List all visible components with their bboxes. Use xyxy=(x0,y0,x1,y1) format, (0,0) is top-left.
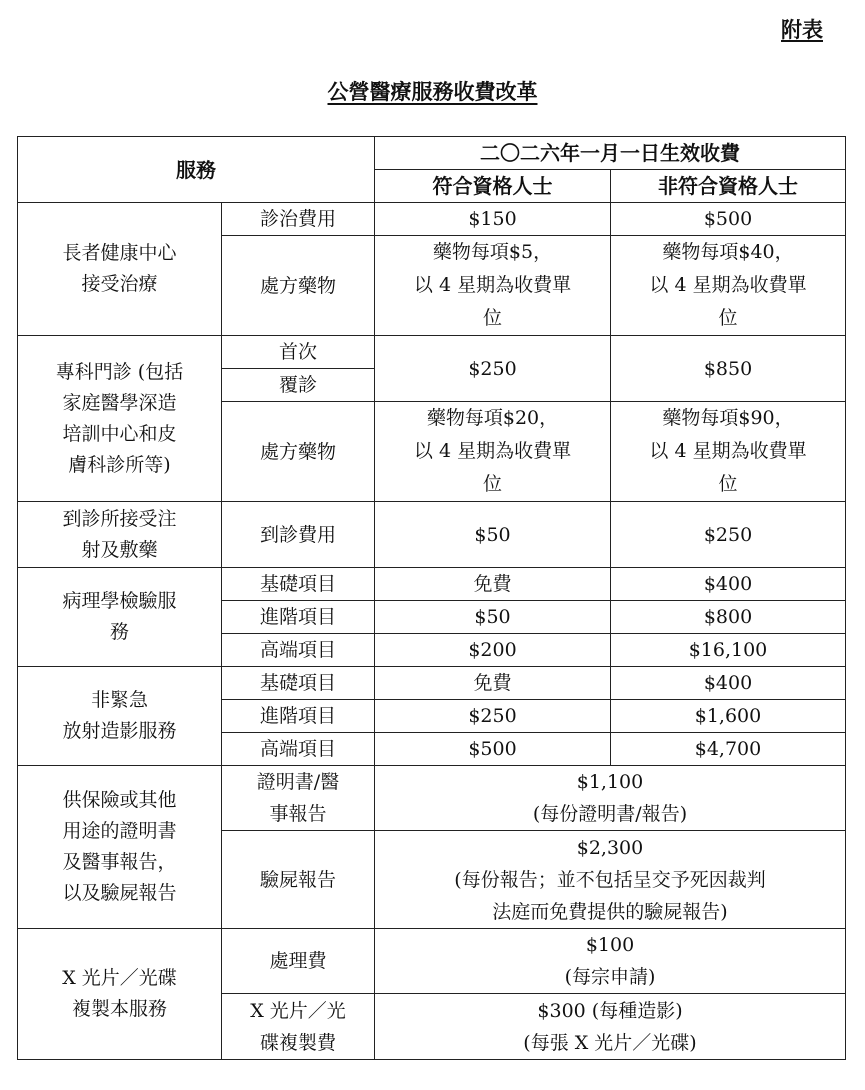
fee-eligible: $150 xyxy=(375,203,611,236)
service-injection-dressing: 到診所接受注 射及敷藥 xyxy=(18,502,222,568)
fee-eligible: 免費 xyxy=(375,667,611,700)
item-first-attendance: 首次 xyxy=(222,336,375,369)
fee-eligible: $50 xyxy=(375,502,611,568)
service-specialist-outpatient: 專科門診 (包括 家庭醫學深造 培訓中心和皮 膚科診所等) xyxy=(18,336,222,502)
item-basic: 基礎項目 xyxy=(222,568,375,601)
fee-all: $100 (每宗申請) xyxy=(375,929,846,994)
item-basic: 基礎項目 xyxy=(222,667,375,700)
fee-eligible: $50 xyxy=(375,601,611,634)
fee-all: $300 (每種造影) (每張 X 光片／光碟) xyxy=(375,994,846,1060)
item-advanced: 進階項目 xyxy=(222,601,375,634)
fee-non-eligible: $1,600 xyxy=(611,700,846,733)
service-xray-copy: X 光片／光碟 複製本服務 xyxy=(18,929,222,1060)
item-handling-fee: 處理費 xyxy=(222,929,375,994)
fee-non-eligible: $4,700 xyxy=(611,733,846,766)
fee-eligible: $250 xyxy=(375,336,611,402)
header-non-eligible: 非符合資格人士 xyxy=(611,170,846,203)
annex-label: 附表 xyxy=(781,17,823,42)
fee-non-eligible: $400 xyxy=(611,667,846,700)
item-certificate-medical-report: 證明書/醫 事報告 xyxy=(222,766,375,831)
service-certificates-reports: 供保險或其他 用途的證明書 及醫事報告， 以及驗屍報告 xyxy=(18,766,222,929)
item-high-end: 高端項目 xyxy=(222,634,375,667)
fee-eligible: $200 xyxy=(375,634,611,667)
fee-eligible: 藥物每項$5， 以 4 星期為收費單 位 xyxy=(375,236,611,336)
page-title: 公營醫療服務收費改革 xyxy=(327,79,538,104)
service-elderly-health-centre: 長者健康中心 接受治療 xyxy=(18,203,222,336)
item-autopsy-report: 驗屍報告 xyxy=(222,831,375,929)
fee-non-eligible: 藥物每項$40， 以 4 星期為收費單 位 xyxy=(611,236,846,336)
service-pathology: 病理學檢驗服 務 xyxy=(18,568,222,667)
item-advanced: 進階項目 xyxy=(222,700,375,733)
fee-non-eligible: 藥物每項$90， 以 4 星期為收費單 位 xyxy=(611,402,846,502)
fee-all: $1,100 (每份證明書/報告) xyxy=(375,766,846,831)
item-high-end: 高端項目 xyxy=(222,733,375,766)
item-prescribed-drugs: 處方藥物 xyxy=(222,236,375,336)
fee-non-eligible: $800 xyxy=(611,601,846,634)
fee-eligible: 免費 xyxy=(375,568,611,601)
fee-non-eligible: $850 xyxy=(611,336,846,402)
fee-eligible: 藥物每項$20， 以 4 星期為收費單 位 xyxy=(375,402,611,502)
fee-table-body xyxy=(17,136,846,1060)
header-service: 服務 xyxy=(18,137,375,203)
item-consultation-fee: 診治費用 xyxy=(222,203,375,236)
fee-non-eligible: $500 xyxy=(611,203,846,236)
item-attendance-fee: 到診費用 xyxy=(222,502,375,568)
header-effective-date: 二〇二六年一月一日生效收費 xyxy=(375,137,846,170)
item-follow-up: 覆診 xyxy=(222,369,375,402)
fee-eligible: $500 xyxy=(375,733,611,766)
fee-eligible: $250 xyxy=(375,700,611,733)
fee-non-eligible: $250 xyxy=(611,502,846,568)
service-radiology: 非緊急 放射造影服務 xyxy=(18,667,222,766)
item-prescribed-drugs: 處方藥物 xyxy=(222,402,375,502)
fee-non-eligible: $16,100 xyxy=(611,634,846,667)
fee-non-eligible: $400 xyxy=(611,568,846,601)
fee-all: $2,300 (每份報告；並不包括呈交予死因裁判 法庭而免費提供的驗屍報告) xyxy=(375,831,846,929)
item-xray-copy-fee: X 光片／光 碟複製費 xyxy=(222,994,375,1060)
header-eligible: 符合資格人士 xyxy=(375,170,611,203)
